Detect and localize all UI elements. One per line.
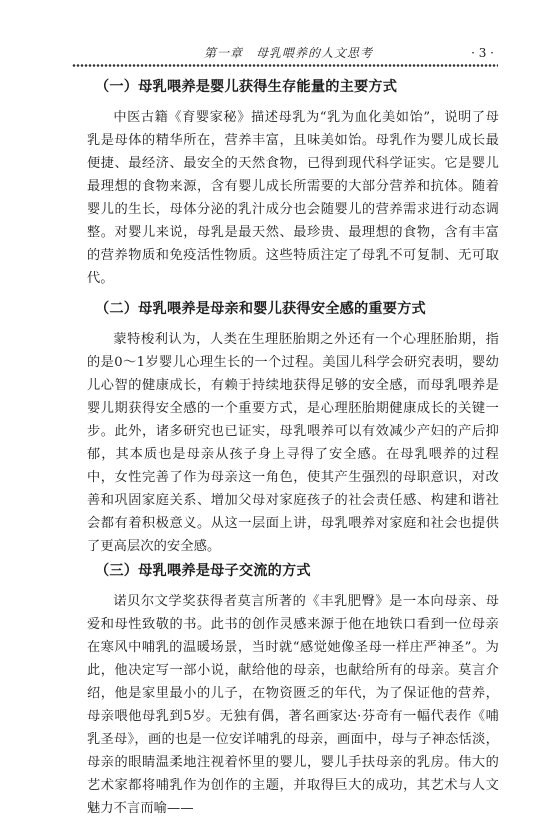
page-number: · 3 · xyxy=(471,46,494,60)
section-heading: （二）母乳喂养是母亲和婴儿获得安全感的重要方式 xyxy=(95,301,426,317)
section-paragraph: 中医古籍《育婴家秘》描述母乳为“乳为血化美如饴”，说明了母乳是母体的精华所在，营养丰富，且味美如饴。母乳作为婴儿成长最便捷、最经济、最安全的天然食物，已得到现代科学证实。它是婴儿最理想的食物来源，含有婴儿成长所需要的大部分营养和抗体。随着婴儿的生长，母体分泌的乳汁成分也会随婴儿的营养需求进行动态调整。对婴儿来说，母乳是最天然、最珍贵、最理想的食物，含有丰富的营养物质和免疫活性物质。这些特质注定了母乳不可复制、无可取代。 xyxy=(87,110,499,286)
section-2 xyxy=(87,298,499,558)
dotted-header-rule xyxy=(72,63,498,68)
running-header xyxy=(86,44,494,62)
section-1 xyxy=(87,76,499,290)
section-paragraph: 蒙特梭利认为，人类在生理胚胎期之外还有一个心理胚胎期，指的是0～1岁婴儿心理生长的一个过程。美国儿科学会研究表明，婴幼儿心智的健康成长，有赖于持续地获得足够的安全感，而母乳喂养是婴儿期获得安全感的一个重要方式，是心理胚胎期健康成长的关键一步。此外，诸多研究也已证实，母乳喂养可以有效减少产妇的产后抑郁，其本质也是母亲从孩子身上寻得了安全感。在母乳喂养的过程中，女性完善了作为母亲这一角色，使其产生强烈的母职意识，对改善和巩固家庭关系、增加父母对家庭孩子的社会责任感、构建和谐社会都有着积极意义。从这一层面上讲，母乳喂养对家庭和社会也提供了更高层次的安全感。 xyxy=(87,332,499,554)
section-heading: （一）母乳喂养是婴儿获得生存能量的主要方式 xyxy=(95,79,398,95)
chapter-title: 第一章 母乳喂养的人文思考 xyxy=(204,46,374,60)
section-paragraph: 诺贝尔文学奖获得者莫言所著的《丰乳肥臀》是一本向母亲、母爱和母性致敬的书。此书的创作灵感来源于他在地铁口看到一位母亲在寒风中哺乳的温暖场景，当时就“感觉她像圣母一样庄严神圣”。为此，他决定写一部小说，献给他的母亲，也献给所有的母亲。莫言介绍，他是家里最小的儿子，在物资匮乏的年代，为了保证他的营养，母亲喂他母乳到5岁。无独有偶，著名画家达·芬奇有一幅代表作《哺乳圣母》，画的也是一位安详哺乳的母亲，画面中，母与子神态恬淡，母亲的眼睛温柔地注视着怀里的婴儿，婴儿手扶母亲的乳房。伟大的艺术家都将哺乳作为创作的主题，并取得巨大的成功，其艺术与人文魅力不言而喻—— xyxy=(87,594,499,816)
page-body xyxy=(87,76,499,820)
section-3 xyxy=(87,560,499,820)
section-heading: （三）母乳喂养是母子交流的方式 xyxy=(95,563,311,579)
